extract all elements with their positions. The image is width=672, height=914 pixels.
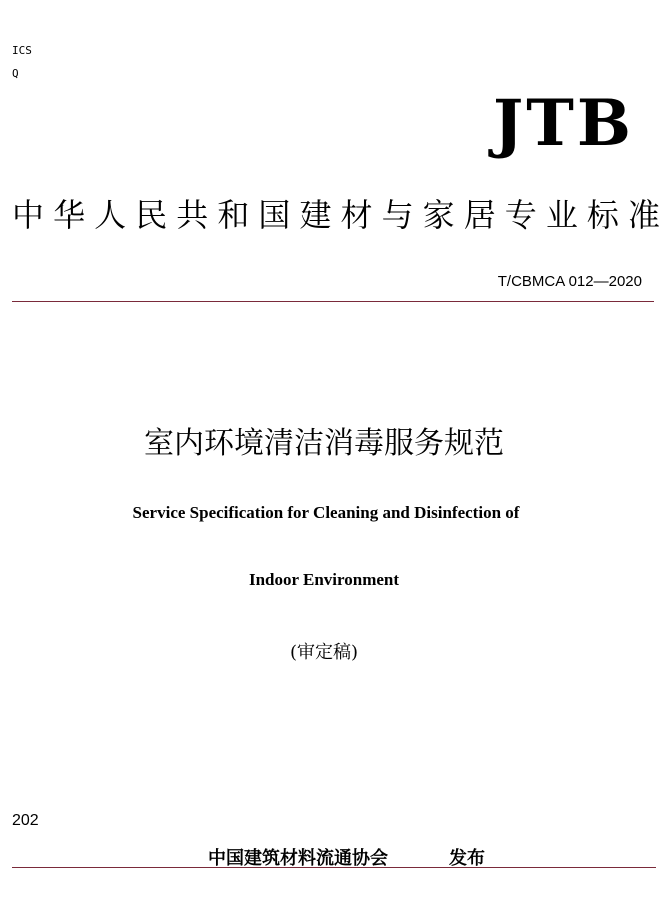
bottom-divider <box>12 867 656 868</box>
standard-organization-title: 中华人民共和国建材与家居专业标准 <box>12 196 660 234</box>
document-title-english-line2: Indoor Environment <box>248 570 400 589</box>
publish-label: 发布 <box>449 848 485 869</box>
document-title-chinese: 室内环境清洁消毒服务规范 <box>144 426 504 461</box>
document-title-english-line1: Service Specification for Cleaning and Disinfection of <box>132 503 520 522</box>
ics-label: ICS <box>12 44 32 57</box>
publication-date-fragment: 202 <box>12 812 39 829</box>
top-divider <box>12 301 654 302</box>
classification-label: Q <box>12 67 19 80</box>
publisher-name: 中国建筑材料流通协会 <box>208 848 388 869</box>
standard-number: T/CBMCA 012—2020 <box>497 273 642 290</box>
draft-status: (审定稿) <box>289 642 359 663</box>
jtb-logo: JTB <box>493 86 634 161</box>
